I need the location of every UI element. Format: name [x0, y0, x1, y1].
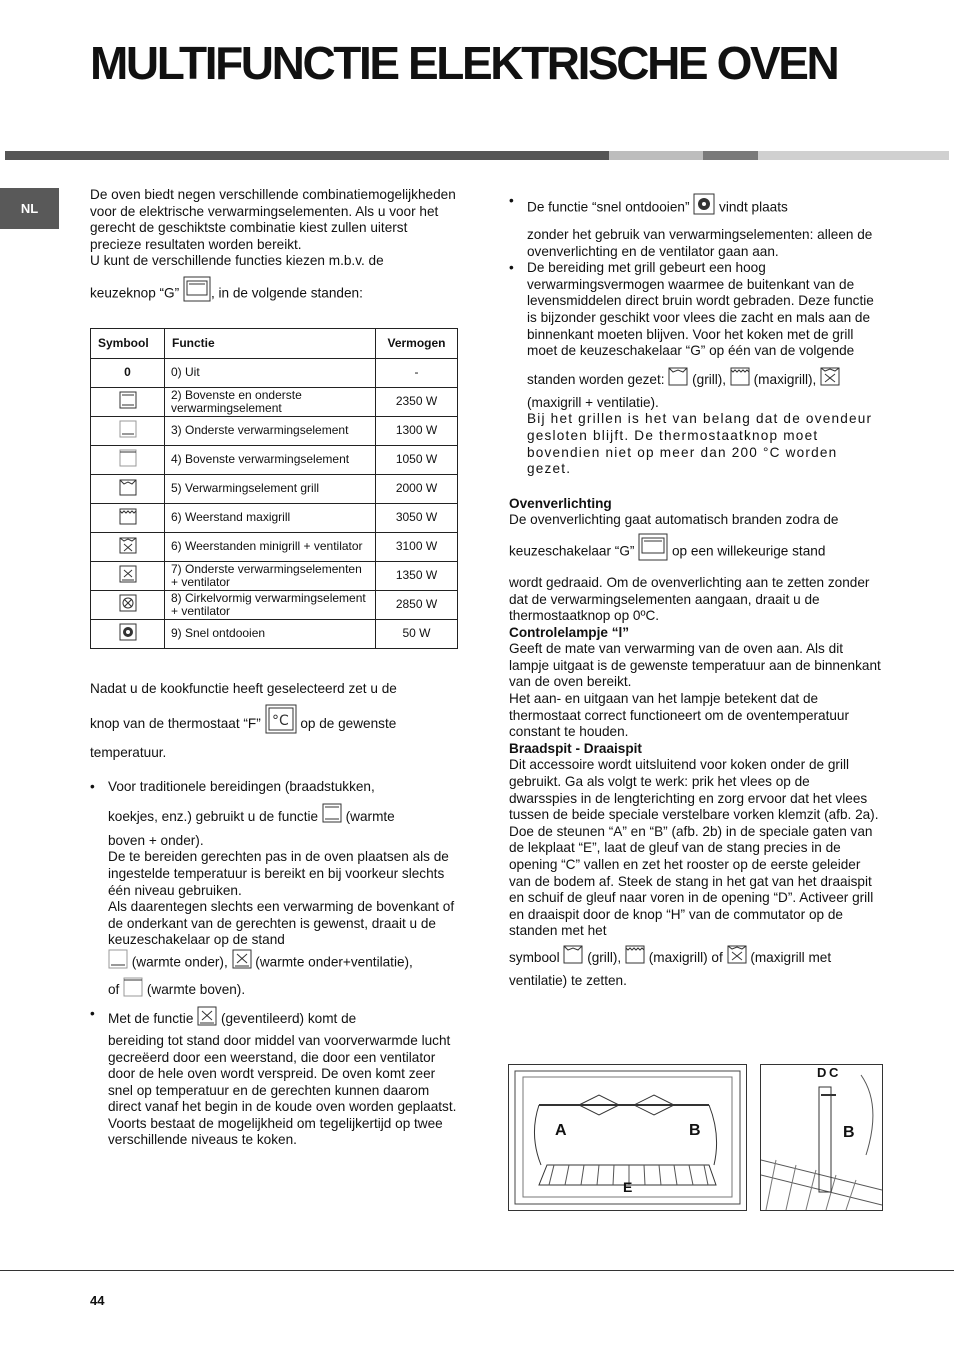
- table-row: 7) Onderste verwarmingselementen + ventilator 1350 W: [91, 561, 458, 590]
- heading-rotisserie: Braadspit - Draaispit: [509, 740, 642, 756]
- table-row: 2) Bovenste en onderste verwarmingselement 2350 W: [91, 387, 458, 416]
- bottom-heating-icon: [91, 416, 165, 445]
- symbol-off: 0: [91, 358, 165, 387]
- thermostat-line-3: temperatuur.: [90, 744, 167, 760]
- thermostat-line-1: Nadat u de kookfunctie heeft geselecteerd zet u de: [90, 680, 397, 696]
- top-bottom-heating-icon: [91, 387, 165, 416]
- label-b: B: [689, 1122, 701, 1139]
- grill-icon: [668, 366, 688, 395]
- grill-icon: [91, 474, 165, 503]
- table-row: 9) Snel ontdooien 50 W: [91, 619, 458, 648]
- minigrill-fan-icon: [820, 366, 840, 395]
- page-title: MULTIFUNCTIE ELEKTRISCHE OVEN: [90, 37, 838, 89]
- grill-icon: [563, 944, 583, 973]
- label-d: D: [817, 1065, 827, 1080]
- thermostat-knob-icon: [265, 704, 297, 745]
- label-c: C: [829, 1065, 839, 1080]
- bottom-fan-icon: [91, 561, 165, 590]
- maxigrill-icon: [91, 503, 165, 532]
- table-row: 5) Verwarmingselement grill 2000 W: [91, 474, 458, 503]
- table-row: 4) Bovenste verwarmingselement 1050 W: [91, 445, 458, 474]
- header-bar-light: [609, 151, 703, 160]
- bullet-fan: • Met de functie (geventileerd) komt de bereiding tot stand door middel van voorverwarmde lucht gecreëerd door een weerstand, die door een ventilator door de hele oven wordt verspreid. De oven komt zeer snel op temperatuur en de gerechten kunnen daarom direct vanaf het begin in de koude oven worden geplaatst. Voorts bestaat de mogelijkheid om tegelijkertijd op twee verschillende niveaus te koken.: [90, 1006, 460, 1149]
- label-b-detail: B: [843, 1124, 855, 1141]
- table-row: 6) Weerstand maxigrill 3050 W: [91, 503, 458, 532]
- bullet-traditional: • Voor traditionele bereidingen (braadstukken, koekjes, enz.) gebruikt u de functie (warmte boven + onder). De te bereiden gerechten pas in de oven plaatsen als de ingestelde temperatuur is bereikt en bij voorkeur slechts één niveau gebruiken. Als daarentegen slechts een verwarming de bovenkant of de onderkant van de gerechten is gewenst, draait u de keuzeschakelaar op de stand (warmte onder), (warmte onder+ventilatie), of (warmte boven).: [90, 779, 460, 1004]
- table-row: 8) Cirkelvormig verwarmingselement + ventilator 2850 W: [91, 590, 458, 619]
- header-bar-pale: [758, 151, 949, 160]
- page-number: 44: [90, 1293, 105, 1308]
- function-table: [90, 328, 458, 649]
- heading-oven-light: Ovenverlichting: [509, 495, 612, 511]
- top-heating-icon: [123, 977, 143, 1004]
- rotisserie-detail-drawing: [761, 1065, 882, 1210]
- defrost-icon: [91, 619, 165, 648]
- intro-selector-line: keuzeknop “G” , in de volgende standen:: [90, 276, 460, 312]
- svg-text:°C: °C: [271, 712, 289, 729]
- selector-knob-icon: [638, 533, 668, 571]
- intro-paragraph: De oven biedt negen verschillende combinatiemogelijkheden voor de elektrische verwarmingselementen. Als u voor het gerecht de geschiktste combinatie kiest zullen uiterst precieze resultaten worden bereikt.: [90, 187, 456, 252]
- minigrill-fan-icon: [727, 944, 747, 973]
- figure-rotisserie-oven: [508, 1064, 747, 1211]
- right-column: • De functie “snel ontdooien” vindt plaats zonder het gebruik van verwarmingselementen: alleen de ovenverlichting en de ventilator gaan aan. • De bereiding met grill gebeurt een hoog verwarmingsvermogen waarmee de buitenkant van de levensmiddelen direct bruin wordt gebraden. Deze functie is bijzonder geschikt voor vlees die zacht en mals aan de binnenkant moeten blijven. Voor het koken met de grill moet de keuzeschakelaar “G” op één van de volgende standen worden gezet: (grill), (maxigrill), (maxigrill + ventilatie). Bij het grillen is het van belang dat de ovendeur gesloten blijft. De thermostaatknop moet bovendien niet op meer dan 200 °C worden gezet. Ovenverlichting De ovenverlichting gaat automatisch branden zodra de keuzeschakelaar “G” op een willekeurige stand wordt gedraaid. Om de ovenverlichting aan te zetten zonder dat de verwarmingselementen aangaan, draait u de thermostaatknop op 0ºC. Controlelampje “l” Geeft de mate van verwarming van de oven aan. Als dit lampje uitgaat is de gewenste temperatuur aan de binnenkant van de oven bereikt. Het aan- en uitgaan van het lampje betekent dat de thermostaat correct functioneert om de oventemperatuur constant te houden. Braadspit - Draaispit Dit accessoire wordt uitsluitend voor koken onder de grill gebruikt. Ga als volgt te werk: prik het vlees op de dwarsspies in de lengterichting en zorg ervoor dat het vlees tussen de beide speciale verstelbare vorken klemzit (afb. 2a). Doe de steunen “A” en “B” (afb. 2b) in de speciale gaten van de lekplaat “E”, laat de gleuf van de stang precies in de opening “C” vallen en zet het rooster op de eerste geleider van de bodem af. Steek de stang in het gat van het draaispit en schuif de gleuf naar voren in de opening “D”. Activeer grill en draaispit door de knop “H” van de commutator op de standen met het symbool (grill), (maxigrill) of (maxigrill met ventilatie) te zetten.: [509, 193, 881, 990]
- language-tab: NL: [0, 188, 59, 229]
- table-row: 3) Onderste verwarmingselement 1300 W: [91, 416, 458, 445]
- thermostat-line-2: knop van de thermostaat “F” °C op de gewenste: [90, 704, 460, 745]
- bottom-fan-icon: [232, 949, 252, 977]
- label-e: E: [623, 1179, 633, 1195]
- defrost-icon: [693, 193, 715, 223]
- bullet-grill: • De bereiding met grill gebeurt een hoog verwarmingsvermogen waarmee de buitenkant van de levensmiddelen direct bruin wordt gebraden. Deze functie is bijzonder geschikt voor vlees die zacht en mals aan de binnenkant moeten blijven. Voor het koken met de grill moet de keuzeschakelaar “G” op één van de volgende standen worden gezet: (grill), (maxigrill), (maxigrill + ventilatie). Bij het grillen is het van belang dat de ovendeur gesloten blijft. De thermostaatknop moet bovendien niet op meer dan 200 °C worden gezet.: [509, 260, 881, 478]
- table-header-row: [91, 328, 458, 358]
- figure-rotisserie-detail: [760, 1064, 883, 1211]
- selector-knob-icon: [183, 276, 211, 312]
- intro-line: U kunt de verschillende functies kiezen m.b.v. de: [90, 253, 384, 269]
- maxigrill-icon: [625, 944, 645, 973]
- left-column: [90, 187, 460, 1149]
- col-function: Functie: [165, 328, 376, 358]
- footer-divider: [0, 1270, 954, 1271]
- minigrill-fan-icon: [91, 532, 165, 561]
- table-row: 6) Weerstanden minigrill + ventilator 3100 W: [91, 532, 458, 561]
- top-bottom-heating-icon: [322, 802, 342, 833]
- col-symbol: Symbool: [91, 328, 165, 358]
- maxigrill-icon: [730, 366, 750, 395]
- circular-fan-icon: [91, 590, 165, 619]
- header-bar-mid: [703, 151, 758, 160]
- table-row: 0 0) Uit -: [91, 358, 458, 387]
- header-bar-dark: [5, 151, 609, 160]
- bottom-heating-icon: [108, 949, 128, 977]
- col-power: Vermogen: [376, 328, 458, 358]
- top-heating-icon: [91, 445, 165, 474]
- heading-control-lamp: Controlelampje “l”: [509, 624, 630, 640]
- label-a: A: [555, 1122, 567, 1139]
- bottom-fan-icon: [197, 1006, 217, 1033]
- bullet-defrost: • De functie “snel ontdooien” vindt plaats zonder het gebruik van verwarmingselementen: alleen de ovenverlichting en de ventilator gaan aan.: [509, 193, 881, 260]
